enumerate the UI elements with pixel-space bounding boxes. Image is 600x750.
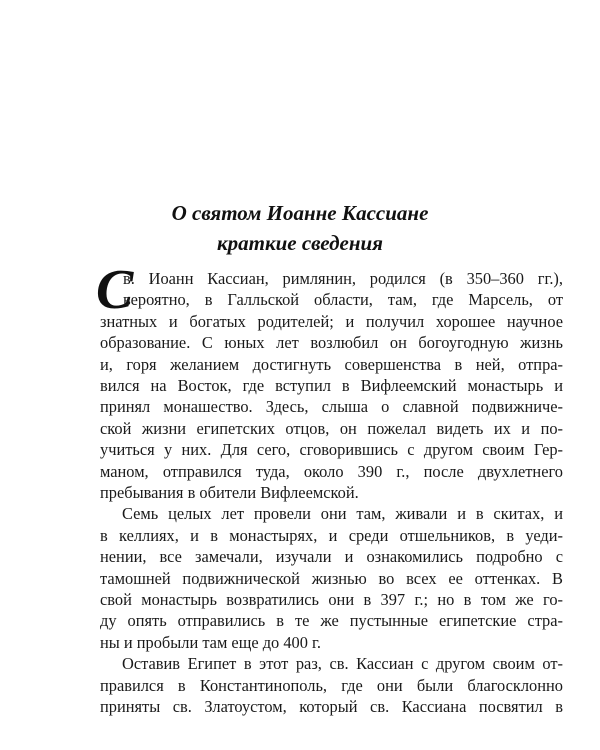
text-line: вероятно, в Галльской области, там, где Марсель, от <box>123 290 563 310</box>
text-line: тамошней подвижнической жизнью во всех ее оттенках. В <box>100 568 563 588</box>
text-line: в. Иоанн Кассиан, римлянин, родился (в 350–360 гг.), <box>123 269 563 288</box>
text-line: свой монастырь возвратились они в 397 г.; но в том же го- <box>100 590 563 609</box>
text-line: нении, все замечали, изучали и ознакомились подробно с <box>100 547 563 567</box>
text-line: вился на Восток, где вступил в Вифлеемский монастырь и <box>100 376 563 395</box>
chapter-subtitle: краткие сведения <box>216 231 383 255</box>
text-line: учиться у них. Для сего, сговорившись с другом своим Гер- <box>100 440 563 460</box>
text-line: принял монашество. Здесь, слыша о славной подвижниче- <box>100 397 563 417</box>
text-line: пребывания в обители Вифлеемской. <box>100 483 359 502</box>
text-line: и, горя желанием достигнуть совершенства в ней, отпра- <box>100 354 563 374</box>
text-line: маном, отправился туда, около 390 г., после двухлетнего <box>100 461 563 481</box>
text-line: ны и пробыли там еще до 400 г. <box>100 632 321 652</box>
text-line: знатных и богатых родителей; и получил хорошее научное <box>100 311 563 331</box>
text-line: правился в Константинополь, где они были благосклонно <box>100 675 563 695</box>
text-line: ду опять отправились в те же пустынные египетские стра- <box>100 611 563 631</box>
text-line: образование. С юных лет возлюбил он богоугодную жизнь <box>100 333 563 353</box>
text-line: приняты св. Златоустом, который св. Кассиана посвятил в <box>100 697 563 716</box>
drop-cap-letter: С <box>96 259 134 321</box>
text-line: ской жизни египетских отцов, он пожелал видеть их и по- <box>100 418 563 438</box>
text-line: Семь целых лет провели они там, живали и в скитах, и <box>122 504 563 524</box>
text-line: в келлиях, и в монастырях, и среди отшельников, в уеди- <box>100 525 563 545</box>
chapter-title: О святом Иоанне Кассиане <box>171 201 429 225</box>
text-line: Оставив Египет в этот раз, св. Кассиан с другом своим от- <box>122 654 563 674</box>
